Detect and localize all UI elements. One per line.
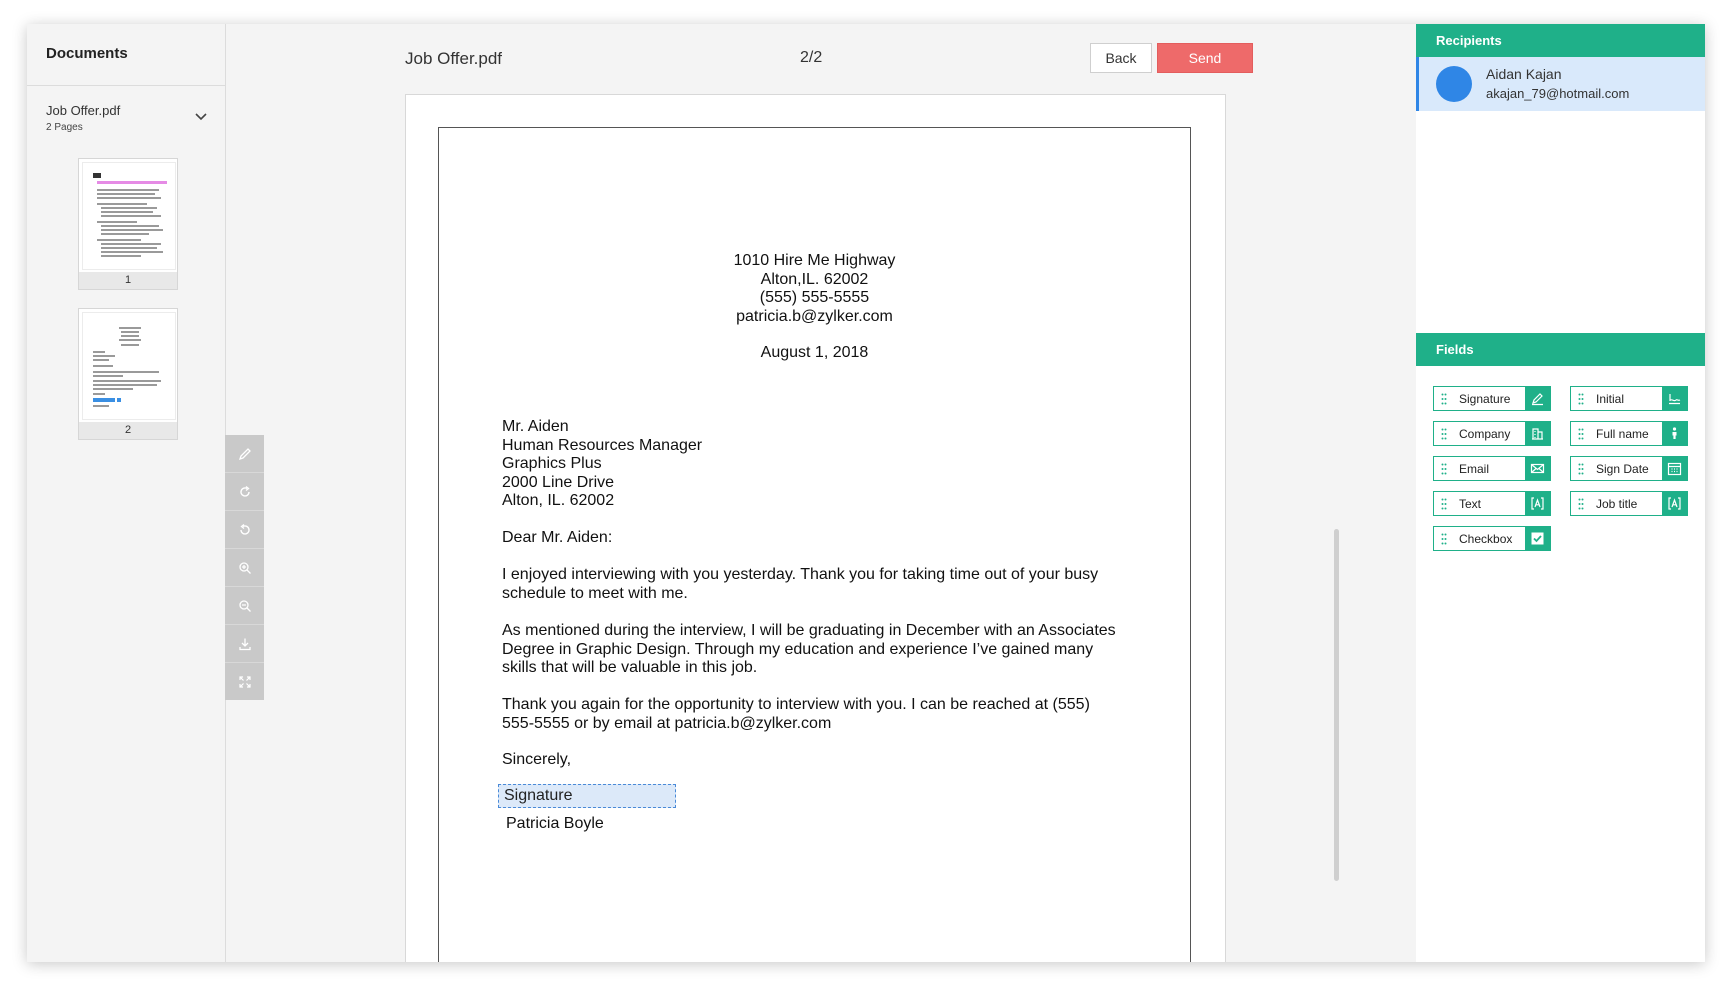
page-indicator: 2/2: [800, 49, 823, 66]
job-title-text-icon: [1662, 492, 1687, 515]
field-label: Checkbox: [1459, 532, 1513, 546]
paragraph-line: 555-5555 or by email at patricia.b@zylker.com: [502, 714, 832, 732]
drag-handle-icon[interactable]: [1441, 393, 1447, 405]
drag-handle-icon[interactable]: [1578, 498, 1584, 510]
field-job-title[interactable]: [1570, 491, 1688, 516]
signer-name: Patricia Boyle: [506, 815, 604, 832]
drag-handle-icon[interactable]: [1578, 393, 1584, 405]
field-full-name[interactable]: [1570, 421, 1688, 446]
field-checkbox[interactable]: [1433, 526, 1551, 551]
recipients-header: Recipients: [1416, 24, 1705, 57]
recipient-item[interactable]: [1416, 57, 1705, 111]
document-page-count: 2 Pages: [46, 122, 83, 133]
back-button[interactable]: Back: [1090, 43, 1152, 73]
letter-date: August 1, 2018: [760, 344, 869, 361]
field-signature[interactable]: [1433, 386, 1551, 411]
address-line: (555) 555-5555: [759, 289, 870, 306]
person-icon: [1662, 422, 1687, 445]
page-thumbnail-1[interactable]: [78, 158, 178, 290]
recipient-address: [502, 418, 702, 511]
envelope-icon: [1525, 457, 1550, 480]
page-thumbnail-preview: [82, 312, 176, 420]
field-label: Company: [1459, 427, 1511, 441]
address-line: 1010 Hire Me Highway: [733, 252, 896, 269]
field-label: Text: [1459, 497, 1482, 511]
drag-handle-icon[interactable]: [1578, 428, 1584, 440]
paragraph-line: Thank you again for the opportunity to interview with you. I can be reached at (555): [502, 696, 1090, 713]
viewer-toolbar: [225, 435, 264, 700]
document-canvas: [405, 94, 1226, 962]
download-icon[interactable]: [225, 625, 264, 663]
address-line: patricia.b@zylker.com: [736, 307, 893, 325]
document-name[interactable]: Job Offer.pdf: [46, 103, 121, 118]
page-thumbnail-2[interactable]: [78, 308, 178, 440]
send-button[interactable]: Send: [1157, 43, 1253, 73]
paragraph: [502, 622, 1116, 678]
field-label: Full name: [1596, 427, 1649, 441]
chevron-down-icon[interactable]: [193, 108, 209, 124]
drag-handle-icon[interactable]: [1441, 533, 1447, 545]
calendar-icon: [1662, 457, 1687, 480]
right-panel: [1416, 24, 1705, 962]
salutation: Dear Mr. Aiden:: [502, 529, 613, 546]
field-initial[interactable]: [1570, 386, 1688, 411]
zoom-out-icon[interactable]: [225, 587, 264, 625]
fullscreen-icon[interactable]: [225, 663, 264, 700]
page-thumbnail-preview: [82, 162, 176, 270]
paragraph-line: schedule to meet with me.: [502, 584, 688, 602]
closing: Sincerely,: [502, 751, 572, 768]
paragraph: [502, 696, 1090, 733]
page-number: 2: [79, 422, 177, 439]
address-line: 2000 Line Drive: [502, 473, 615, 491]
company-building-icon: [1525, 422, 1550, 445]
checkbox-icon: [1525, 527, 1550, 550]
document-page: [438, 127, 1191, 962]
field-label: Job title: [1596, 497, 1638, 511]
sender-address: [439, 252, 1190, 326]
field-label: Signature: [1459, 392, 1511, 406]
avatar: [1436, 66, 1472, 102]
address-line: Human Resources Manager: [502, 436, 703, 454]
signature-field[interactable]: Signature: [498, 784, 676, 808]
documents-title: Documents: [46, 45, 128, 62]
paragraph-line: As mentioned during the interview, I will be graduating in December with an Associates: [502, 622, 1116, 639]
zoom-in-icon[interactable]: [225, 549, 264, 587]
field-text[interactable]: [1433, 491, 1551, 516]
signature-pen-icon: [1525, 387, 1550, 410]
pencil-icon[interactable]: [225, 435, 264, 473]
page-number: 1: [79, 272, 177, 289]
document-scrollbar[interactable]: [1334, 529, 1339, 881]
field-company[interactable]: [1433, 421, 1551, 446]
drag-handle-icon[interactable]: [1578, 463, 1584, 475]
recipient-email: akajan_79@hotmail.com: [1486, 86, 1630, 101]
field-label: Email: [1459, 462, 1490, 476]
initial-icon: [1662, 387, 1687, 410]
paragraph-line: skills that will be valuable in this job.: [502, 659, 758, 676]
app-window: [27, 24, 1705, 962]
divider: [27, 85, 225, 86]
address-line: Alton,IL. 62002: [760, 270, 869, 288]
rotate-counterclockwise-icon[interactable]: [225, 511, 264, 549]
drag-handle-icon[interactable]: [1441, 498, 1447, 510]
field-label: Sign Date: [1596, 462, 1649, 476]
text-box-icon: [1525, 492, 1550, 515]
drag-handle-icon[interactable]: [1441, 463, 1447, 475]
drag-handle-icon[interactable]: [1441, 428, 1447, 440]
fields-header: Fields: [1416, 333, 1705, 366]
paragraph-line: I enjoyed interviewing with you yesterday. Thank you for taking time out of your busy: [502, 566, 1099, 583]
field-sign-date[interactable]: [1570, 456, 1688, 481]
recipient-name: Aidan Kajan: [1486, 66, 1562, 82]
address-line: Alton, IL. 62002: [502, 492, 615, 509]
field-label: Initial: [1596, 392, 1625, 406]
documents-panel-empty: [27, 467, 226, 962]
documents-panel: [27, 24, 226, 468]
paragraph: [502, 566, 1098, 603]
address-line: Mr. Aiden: [502, 418, 569, 435]
viewer-file-name: Job Offer.pdf: [405, 49, 503, 68]
field-email[interactable]: [1433, 456, 1551, 481]
address-line: Graphics Plus: [502, 455, 602, 472]
rotate-clockwise-icon[interactable]: [225, 473, 264, 511]
paragraph-line: Degree in Graphic Design. Through my education and experience I’ve gained many: [502, 640, 1094, 658]
